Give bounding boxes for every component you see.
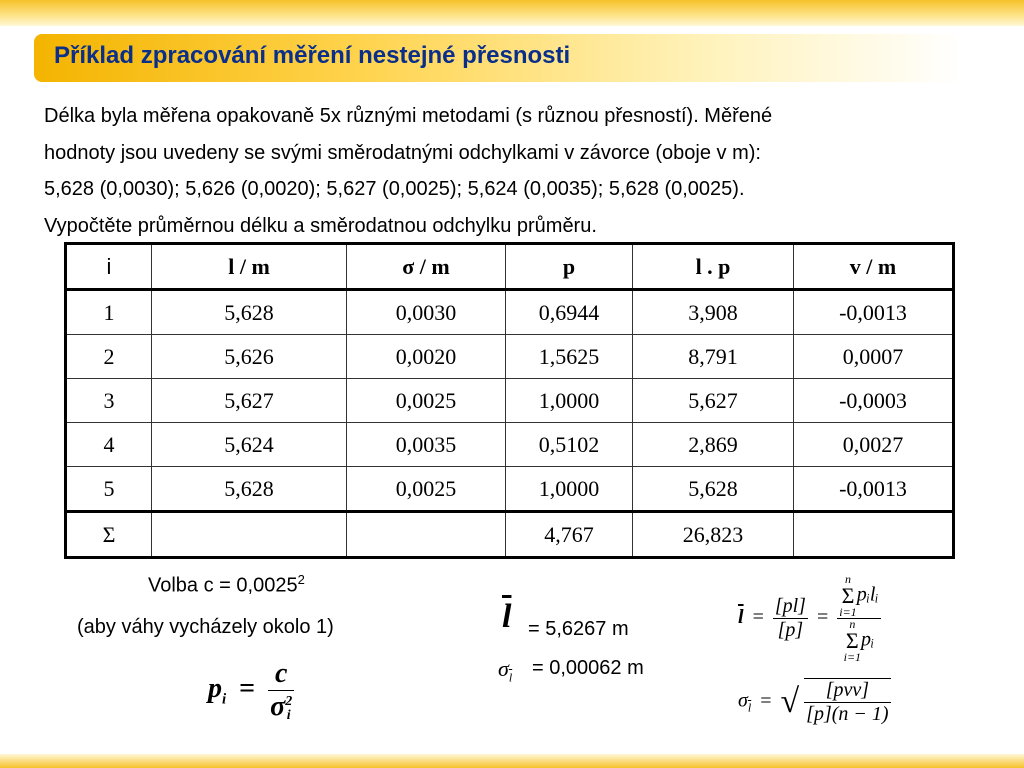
top-decor-band bbox=[0, 0, 1024, 26]
cell-sigma: 0,0025 bbox=[347, 379, 506, 423]
cell-lp: 3,908 bbox=[633, 290, 794, 335]
header-length: l / m bbox=[152, 244, 347, 290]
cell-lp: 5,628 bbox=[633, 467, 794, 512]
header-residual: v / m bbox=[794, 244, 954, 290]
table-header-row bbox=[66, 244, 954, 290]
intro-line: Délka byla měřena opakovaně 5x různými metodami (s různou přesností). Měřené bbox=[44, 105, 773, 127]
cell-sum-symbol: Σ bbox=[66, 512, 152, 558]
cell-weight: 1,0000 bbox=[506, 467, 633, 512]
table-sum-row bbox=[66, 512, 954, 558]
cell-sigma: 0,0025 bbox=[347, 467, 506, 512]
weight-formula: $p_i$ = c σ 2 i bbox=[208, 658, 293, 723]
cell-residual: -0,0013 bbox=[794, 467, 954, 512]
cell-sigma: 0,0030 bbox=[347, 290, 506, 335]
cell-lp: 8,791 bbox=[633, 335, 794, 379]
table-row bbox=[66, 335, 954, 379]
cell-weight: 1,5625 bbox=[506, 335, 633, 379]
sqrt-icon: √ bbox=[780, 683, 800, 720]
cell-sigma: 0,0020 bbox=[347, 335, 506, 379]
cell-sum-empty bbox=[152, 512, 347, 558]
cell-length: 5,627 bbox=[152, 379, 347, 423]
cell-lp: 2,869 bbox=[633, 423, 794, 467]
table-row bbox=[66, 290, 954, 335]
measurement-table bbox=[64, 242, 955, 559]
cell-residual: 0,0027 bbox=[794, 423, 954, 467]
cell-index: 4 bbox=[66, 423, 152, 467]
header-index: i bbox=[66, 244, 152, 290]
cell-residual: 0,0007 bbox=[794, 335, 954, 379]
intro-line: 5,628 (0,0030); 5,626 (0,0020); 5,627 (0,0025); 5,624 (0,0035); 5,628 (0,0025). bbox=[44, 178, 745, 200]
header-weight: p bbox=[506, 244, 633, 290]
constant-choice: Volba $c = 0,0025^2$ bbox=[148, 572, 305, 597]
cell-length: 5,628 bbox=[152, 467, 347, 512]
mean-formula: $\overline{l}$ = $\frac{[pl]}{[p]}$ = n Σ i=1 pᵢlᵢ n Σ i=1 pᵢ bbox=[738, 572, 879, 664]
header-sigma: σ / m bbox=[347, 244, 506, 290]
mean-value: = 5,6267 m bbox=[528, 618, 629, 640]
intro-line: hodnoty jsou uvedeny se svými směrodatnými odchylkami v závorce (oboje v m): bbox=[44, 141, 761, 164]
cell-weight: 0,6944 bbox=[506, 290, 633, 335]
cell-lp: 5,627 bbox=[633, 379, 794, 423]
cell-index: 2 bbox=[66, 335, 152, 379]
cell-residual: -0,0013 bbox=[794, 290, 954, 335]
cell-weight: 1,0000 bbox=[506, 379, 633, 423]
cell-weight: 0,5102 bbox=[506, 423, 633, 467]
slide-title: Příklad zpracování měření nestejné přesnosti bbox=[54, 42, 571, 69]
cell-sum-empty bbox=[794, 512, 954, 558]
table-row bbox=[66, 467, 954, 512]
cell-index: 5 bbox=[66, 467, 152, 512]
intro-text bbox=[44, 98, 994, 244]
cell-length: 5,624 bbox=[152, 423, 347, 467]
cell-length: 5,626 bbox=[152, 335, 347, 379]
cell-sum-empty bbox=[347, 512, 506, 558]
mean-symbol: $\overline{l}$ bbox=[502, 598, 512, 635]
cell-sum-weight: 4,767 bbox=[506, 512, 633, 558]
sigma-symbol: $\sigma_{\overline{l}}$ bbox=[498, 656, 513, 685]
cell-residual: -0,0003 bbox=[794, 379, 954, 423]
constant-reason: (aby váhy vycházely okolo 1) bbox=[77, 616, 334, 638]
header-length-times-weight: l . p bbox=[633, 244, 794, 290]
intro-line: Vypočtěte průměrnou délku a směrodatnou odchylku průměru. bbox=[44, 214, 597, 237]
cell-sigma: 0,0035 bbox=[347, 423, 506, 467]
cell-index: 3 bbox=[66, 379, 152, 423]
table-row bbox=[66, 423, 954, 467]
cell-length: 5,628 bbox=[152, 290, 347, 335]
table-row bbox=[66, 379, 954, 423]
cell-index: 1 bbox=[66, 290, 152, 335]
bottom-decor-band bbox=[0, 754, 1024, 768]
sigma-value: = 0,00062 m bbox=[532, 657, 644, 679]
cell-sum-lp: 26,823 bbox=[633, 512, 794, 558]
sigma-formula: $\sigma_{\overline{l}}$ = √ $\frac{\text{[pvv]}}{[p](n - 1)}$ bbox=[738, 679, 889, 725]
